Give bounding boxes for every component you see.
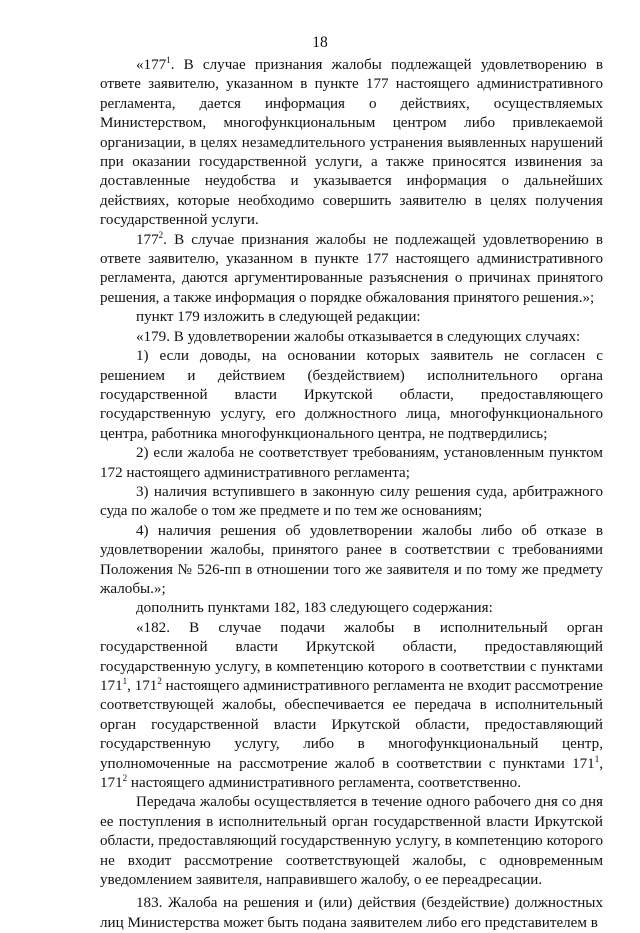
paragraph-text: . В случае признания жалобы не подлежащей удовлетворению в ответе заявителю, указанном в пункте 177 настоящего административного регламента, даются аргументированные разъяснения о причинах принятого решения, а также информация о порядке обжалования принятого решения.»; [100, 231, 603, 306]
paragraph-text: настоящего административного регламента не входит рассмотрение соответствующей жалобы, обеспечивается ее передача в исполнительный орган государственной власти Иркутской области, предоставляющий государственную услугу, либо в многофункциональный центр, уполномоченные на рассмотрение жалоб в соответствии с пунктами 171 [100, 678, 603, 772]
superscript: 1 [166, 55, 171, 65]
superscript: 2 [157, 676, 162, 686]
superscript: 2 [158, 229, 164, 240]
paragraph-179: «179. В удовлетворении жалобы отказывается в следующих случаях: [136, 328, 581, 345]
paragraph-lead: «177 [136, 57, 167, 73]
paragraph-179-case-4: 4) наличия решения об удовлетворении жалобы либо об отказе в удовлетворении жалобы, принятого ранее в соответствии с требованиями Положения № 526-пп в отношении того же заявителя и по тому же предмету жалобы.»; [100, 522, 603, 597]
superscript: 1 [122, 676, 128, 686]
paragraph-text: . В случае признания жалобы подлежащей удовлетворению в ответе заявителю, указанном в пункте 177 настоящего административного регламента, дается информация о действиях, осуществляемых Министерством, многофункциональным центром либо привлекаемой организации, в целях незамедлительного устранения выявленных нарушений при оказании государственной услуги, а также приносятся извинения за доставленные неудобства и указывается информация о дальнейших действиях, которые необходимо совершить заявителю в целях получения государственной услуги. [100, 57, 603, 229]
superscript: 2 [122, 773, 128, 784]
document-body [100, 56, 603, 933]
paragraph-item-179-intro: пункт 179 изложить в следующей редакции: [136, 309, 421, 326]
paragraph-182 [100, 619, 603, 794]
page-number: 18 [312, 34, 328, 51]
paragraph-179-case-1: 1) если доводы, на основании которых заявитель не согласен с решением и действием (бездействием) исполнительного органа государственной власти Иркутской области, предоставляющего государственную услугу, его должностного лица, многофункционального центра, работника многофункционального центра, не подтвердились; [100, 348, 603, 442]
paragraph-text: , 171 [127, 678, 158, 694]
paragraph-179-case-3: 3) наличия вступившего в законную силу решения суда, арбитражного суда по жалобе о том же предмете и по тем же основаниям; [100, 483, 603, 520]
paragraph-177-2 [100, 231, 603, 309]
paragraph-182-transfer: Передача жалобы осуществляется в течение одного рабочего дня со дня ее поступления в исполнительный орган государственной власти Иркутской области, предоставляющий государственную услугу, в компетенцию которого не входит рассмотрение соответствующей жалобы, с одновременным уведомлением заявителя, направившего жалобу, о ее переадресации. [100, 794, 603, 889]
paragraph-text: настоящего административного регламента, соответственно. [127, 775, 521, 792]
paragraph-add-items-intro: дополнить пунктами 182, 183 следующего содержания: [136, 600, 493, 617]
paragraph-177-1 [100, 56, 603, 231]
paragraph-183: 183. Жалоба на решения и (или) действия (бездействие) должностных лиц Министерства может быть подана заявителем либо его представителем в [100, 895, 603, 931]
paragraph-lead: 177 [136, 231, 159, 248]
paragraph-text: , 171 [100, 755, 603, 792]
paragraph-179-case-2: 2) если жалоба не соответствует требованиям, установленным пунктом 172 настоящего административного регламента; [100, 445, 603, 481]
paragraph-text: «182. В случае подачи жалобы в исполнительный орган государственной власти Иркутской области, предоставляющий государственную услугу, в компетенцию которого в соответствии с пунктами 171 [100, 619, 603, 694]
superscript: 1 [594, 753, 600, 764]
